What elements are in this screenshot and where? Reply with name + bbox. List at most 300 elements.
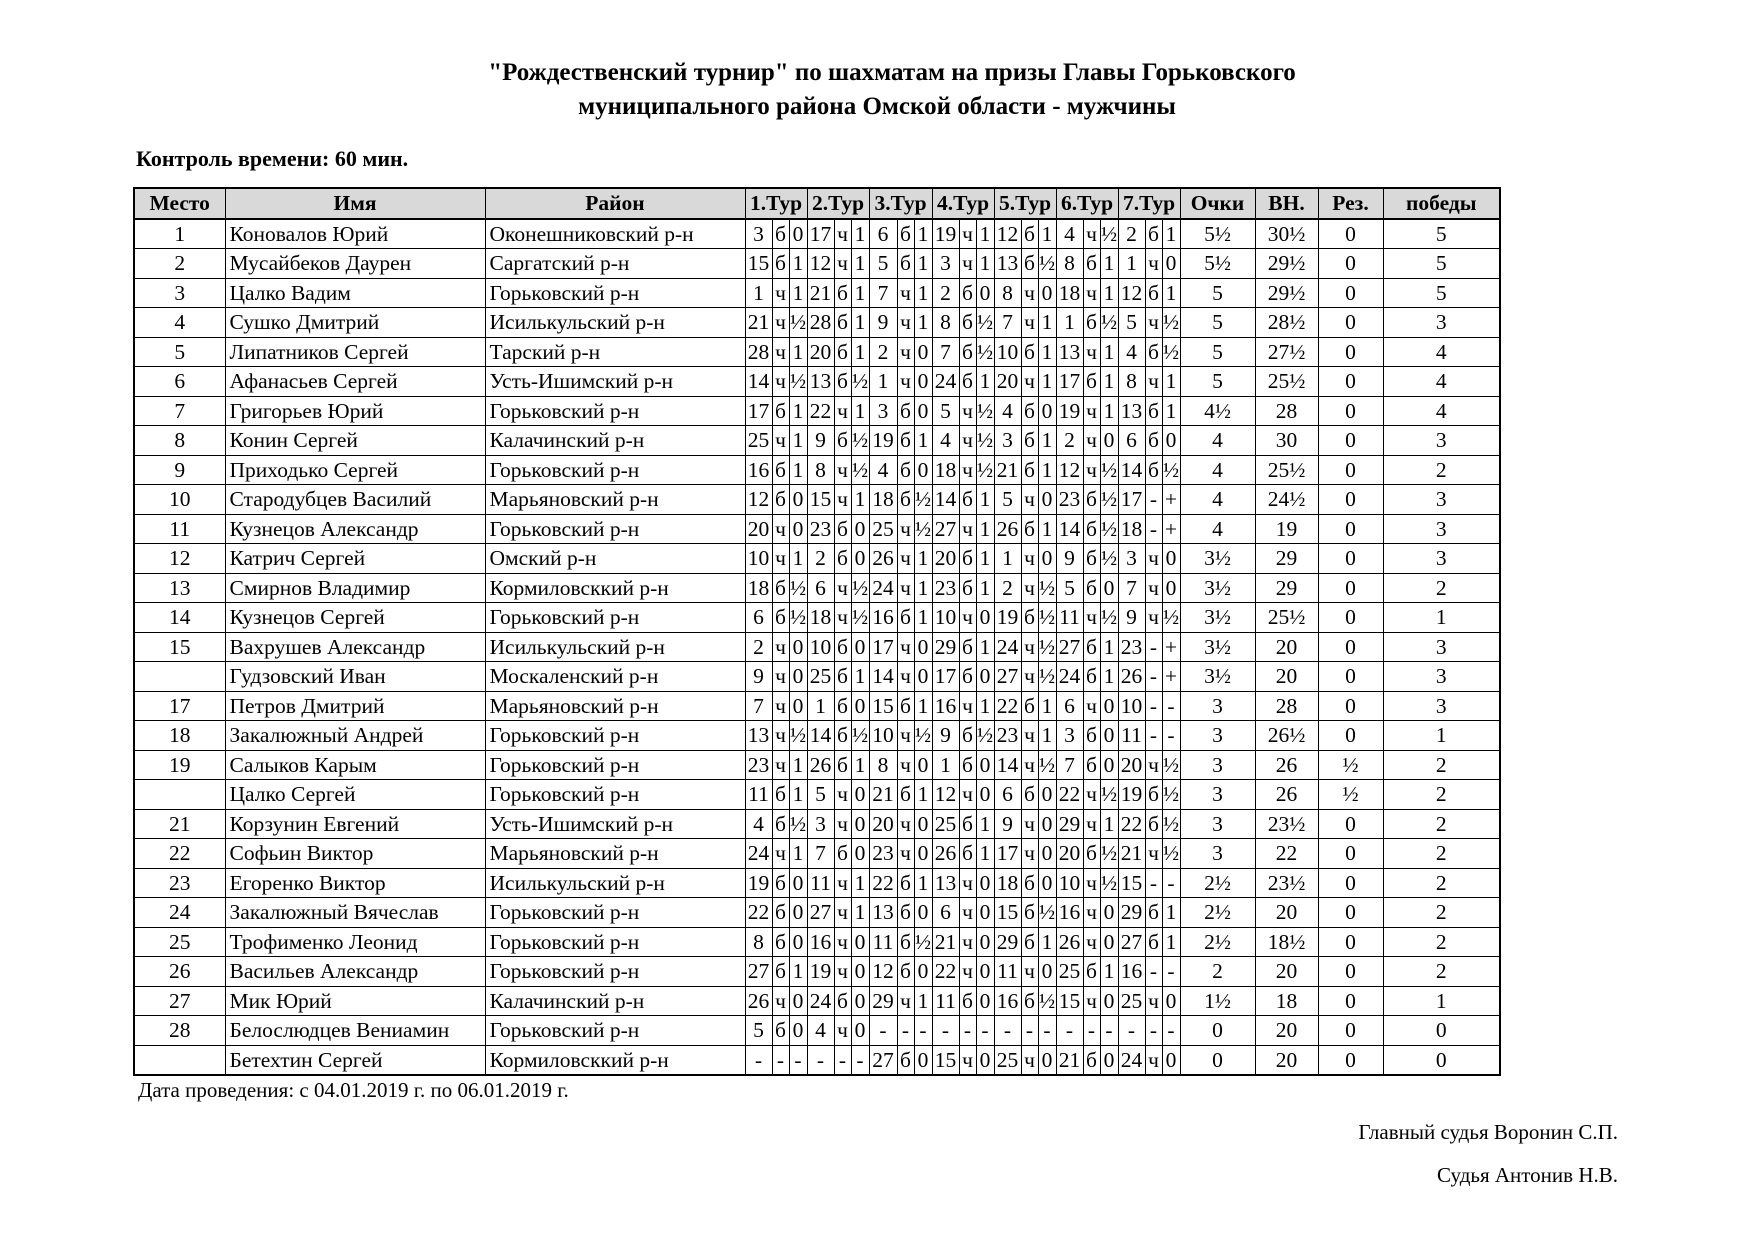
round-result-cell: 1 <box>1038 426 1056 456</box>
round-color-cell: ч <box>897 662 914 692</box>
round-result-cell: 0 <box>1162 1045 1180 1075</box>
round-result-cell: 0 <box>851 839 869 869</box>
round-opponent-cell: 12 <box>745 485 772 515</box>
vn-cell: 20 <box>1255 632 1318 662</box>
region-cell: Горьковский р-н <box>485 721 745 751</box>
round-opponent-cell: 7 <box>869 278 897 308</box>
round-opponent-cell: 14 <box>1056 514 1083 544</box>
place-cell: 12 <box>134 544 225 574</box>
round-opponent-cell: 6 <box>994 780 1021 810</box>
round-result-cell: + <box>1162 485 1180 515</box>
round-result-cell: 0 <box>789 662 807 692</box>
round-result-cell: 0 <box>914 1045 932 1075</box>
place-cell: 10 <box>134 485 225 515</box>
round-color-cell: ч <box>1145 249 1162 279</box>
round-color-cell: ч <box>1021 632 1038 662</box>
table-row <box>134 839 1500 869</box>
round-result-cell: - <box>789 1045 807 1075</box>
round-opponent-cell: 29 <box>869 986 897 1016</box>
round-opponent-cell: 6 <box>1056 691 1083 721</box>
document-title <box>0 56 1754 124</box>
round-opponent-cell: 6 <box>745 603 772 633</box>
round-opponent-cell: 9 <box>932 721 959 751</box>
round-color-cell: б <box>834 721 851 751</box>
round-result-cell: 1 <box>914 278 932 308</box>
points-cell: 5 <box>1180 278 1255 308</box>
round-color-cell: б <box>834 367 851 397</box>
round-color-cell: б <box>772 219 789 249</box>
round-opponent-cell: 22 <box>745 898 772 928</box>
rez-cell: 0 <box>1318 721 1383 751</box>
points-cell: 3 <box>1180 691 1255 721</box>
round-result-cell: 1 <box>1162 219 1180 249</box>
round-result-cell: ½ <box>789 809 807 839</box>
wins-cell: 4 <box>1383 396 1500 426</box>
round-result-cell: ½ <box>1038 898 1056 928</box>
vn-cell: 24½ <box>1255 485 1318 515</box>
round-result-cell: ½ <box>1100 485 1118 515</box>
round-color-cell: б <box>1083 573 1100 603</box>
round-result-cell: 1 <box>1038 455 1056 485</box>
round-result-cell: 0 <box>976 662 994 692</box>
round-color-cell: - <box>1021 1016 1038 1046</box>
place-cell: 7 <box>134 396 225 426</box>
round-opponent-cell: 15 <box>1118 868 1145 898</box>
vn-cell: 29½ <box>1255 249 1318 279</box>
vn-cell: 25½ <box>1255 367 1318 397</box>
round-opponent-cell: 2 <box>745 632 772 662</box>
header-vn: ВН. <box>1255 188 1318 219</box>
round-opponent-cell: 10 <box>807 632 834 662</box>
round-color-cell: б <box>772 868 789 898</box>
round-opponent-cell: 8 <box>1056 249 1083 279</box>
round-color-cell: ч <box>834 219 851 249</box>
time-control: Контроль времени: 60 мин. <box>136 146 409 171</box>
round-result-cell: 1 <box>1100 278 1118 308</box>
header-wins: победы <box>1383 188 1500 219</box>
table-row <box>134 986 1500 1016</box>
place-cell: 25 <box>134 927 225 957</box>
round-opponent-cell: 3 <box>994 426 1021 456</box>
player-name-cell: Кузнецов Сергей <box>225 603 485 633</box>
round-result-cell: 1 <box>1162 927 1180 957</box>
vn-cell: 29 <box>1255 544 1318 574</box>
vn-cell: 20 <box>1255 957 1318 987</box>
round-result-cell: 1 <box>976 249 994 279</box>
round-color-cell: б <box>834 514 851 544</box>
round-opponent-cell: 19 <box>994 603 1021 633</box>
round-color-cell: - <box>1145 514 1162 544</box>
round-opponent-cell: 8 <box>807 455 834 485</box>
player-name-cell: Вахрушев Александр <box>225 632 485 662</box>
round-color-cell: ч <box>1083 691 1100 721</box>
table-row <box>134 219 1500 249</box>
round-color-cell: б <box>897 927 914 957</box>
round-result-cell: ½ <box>851 573 869 603</box>
round-result-cell: 0 <box>1100 927 1118 957</box>
player-name-cell: Егоренко Виктор <box>225 868 485 898</box>
title-line-2: муниципального района Омской области - мужчины <box>578 93 1176 120</box>
round-result-cell: 0 <box>914 839 932 869</box>
round-result-cell: 1 <box>976 485 994 515</box>
wins-cell: 4 <box>1383 337 1500 367</box>
round-opponent-cell: 13 <box>1118 396 1145 426</box>
round-opponent-cell: 23 <box>994 721 1021 751</box>
round-color-cell: ч <box>897 514 914 544</box>
header-round-7: 7.Тур <box>1118 188 1180 219</box>
region-cell: Кормиловсккий р-н <box>485 573 745 603</box>
round-color-cell: ч <box>897 750 914 780</box>
vn-cell: 30½ <box>1255 219 1318 249</box>
round-opponent-cell: 17 <box>1118 485 1145 515</box>
round-opponent-cell: 9 <box>1056 544 1083 574</box>
round-result-cell: 0 <box>789 691 807 721</box>
round-opponent-cell: 18 <box>869 485 897 515</box>
place-cell: 2 <box>134 249 225 279</box>
round-color-cell: ч <box>897 632 914 662</box>
wins-cell: 2 <box>1383 957 1500 987</box>
round-color-cell: б <box>772 957 789 987</box>
round-result-cell: 0 <box>789 632 807 662</box>
round-result-cell: 1 <box>1162 367 1180 397</box>
round-opponent-cell: 18 <box>1118 514 1145 544</box>
rez-cell: 0 <box>1318 839 1383 869</box>
round-color-cell: ч <box>959 514 976 544</box>
round-color-cell: ч <box>959 780 976 810</box>
round-color-cell: б <box>897 868 914 898</box>
round-result-cell: 1 <box>789 426 807 456</box>
round-opponent-cell: 6 <box>807 573 834 603</box>
wins-cell: 1 <box>1383 603 1500 633</box>
round-opponent-cell: 20 <box>994 367 1021 397</box>
round-color-cell: ч <box>1145 986 1162 1016</box>
place-cell: 18 <box>134 721 225 751</box>
round-color-cell: б <box>897 780 914 810</box>
wins-cell: 5 <box>1383 278 1500 308</box>
round-opponent-cell: 4 <box>1056 219 1083 249</box>
wins-cell: 2 <box>1383 898 1500 928</box>
round-color-cell: б <box>1021 780 1038 810</box>
round-result-cell: - <box>1162 691 1180 721</box>
round-color-cell: ч <box>1021 662 1038 692</box>
round-color-cell: ч <box>1145 750 1162 780</box>
round-result-cell: 1 <box>789 957 807 987</box>
round-result-cell: 0 <box>976 868 994 898</box>
round-color-cell: ч <box>772 839 789 869</box>
round-result-cell: 0 <box>1100 721 1118 751</box>
round-result-cell: 0 <box>851 632 869 662</box>
rez-cell: 0 <box>1318 514 1383 544</box>
round-opponent-cell: 20 <box>745 514 772 544</box>
place-cell: 23 <box>134 868 225 898</box>
round-opponent-cell: 11 <box>1056 603 1083 633</box>
round-opponent-cell: 14 <box>1118 455 1145 485</box>
round-opponent-cell: 18 <box>932 455 959 485</box>
round-result-cell: ½ <box>1038 249 1056 279</box>
round-result-cell: 0 <box>789 514 807 544</box>
round-opponent-cell: 7 <box>807 839 834 869</box>
rez-cell: ½ <box>1318 750 1383 780</box>
round-opponent-cell: 4 <box>1118 337 1145 367</box>
round-color-cell: ч <box>897 308 914 338</box>
round-color-cell: ч <box>772 721 789 751</box>
round-opponent-cell: 15 <box>807 485 834 515</box>
round-color-cell: ч <box>1021 809 1038 839</box>
place-cell: 6 <box>134 367 225 397</box>
round-result-cell: 1 <box>976 514 994 544</box>
vn-cell: 28 <box>1255 396 1318 426</box>
round-color-cell: - <box>1145 632 1162 662</box>
region-cell: Горьковский р-н <box>485 1016 745 1046</box>
table-row <box>134 1045 1500 1075</box>
vn-cell: 23½ <box>1255 809 1318 839</box>
round-result-cell: 1 <box>914 573 932 603</box>
header-name: Имя <box>225 188 485 219</box>
round-result-cell: + <box>1162 662 1180 692</box>
round-opponent-cell: 4 <box>745 809 772 839</box>
round-result-cell: 1 <box>914 249 932 279</box>
round-opponent-cell: 15 <box>745 249 772 279</box>
round-result-cell: 1 <box>789 750 807 780</box>
round-opponent-cell: 16 <box>932 691 959 721</box>
place-cell: 21 <box>134 809 225 839</box>
title-line-1: "Рождественский турнир" по шахматам на призы Главы Горьковского <box>488 59 1296 86</box>
table-row <box>134 721 1500 751</box>
round-opponent-cell: 27 <box>994 662 1021 692</box>
round-opponent-cell: - <box>745 1045 772 1075</box>
player-name-cell: Конин Сергей <box>225 426 485 456</box>
round-opponent-cell: 19 <box>807 957 834 987</box>
rez-cell: 0 <box>1318 573 1383 603</box>
header-round-6: 6.Тур <box>1056 188 1118 219</box>
round-result-cell: ½ <box>1100 544 1118 574</box>
round-result-cell: 1 <box>1100 662 1118 692</box>
round-opponent-cell: 8 <box>745 927 772 957</box>
round-color-cell: ч <box>1083 898 1100 928</box>
round-opponent-cell: 12 <box>932 780 959 810</box>
round-opponent-cell: 10 <box>932 603 959 633</box>
round-opponent-cell: 20 <box>932 544 959 574</box>
round-opponent-cell: 25 <box>994 1045 1021 1075</box>
round-opponent-cell: 2 <box>869 337 897 367</box>
place-cell: 11 <box>134 514 225 544</box>
round-result-cell: 0 <box>789 927 807 957</box>
round-result-cell: ½ <box>976 721 994 751</box>
round-result-cell: 1 <box>789 249 807 279</box>
wins-cell: 3 <box>1383 544 1500 574</box>
round-result-cell: 1 <box>1100 632 1118 662</box>
round-opponent-cell: 21 <box>1118 839 1145 869</box>
round-opponent-cell: 9 <box>994 809 1021 839</box>
round-opponent-cell: 12 <box>1056 455 1083 485</box>
round-result-cell: ½ <box>851 426 869 456</box>
rez-cell: 0 <box>1318 868 1383 898</box>
round-opponent-cell: 21 <box>745 308 772 338</box>
chief-judge: Главный судья Воронин С.П. <box>1358 1120 1618 1144</box>
vn-cell: 25½ <box>1255 603 1318 633</box>
player-name-cell: Софьин Виктор <box>225 839 485 869</box>
round-opponent-cell: 12 <box>1118 278 1145 308</box>
table-row <box>134 485 1500 515</box>
player-name-cell: Коновалов Юрий <box>225 219 485 249</box>
wins-cell: 3 <box>1383 662 1500 692</box>
round-result-cell: 0 <box>1038 278 1056 308</box>
rez-cell: 0 <box>1318 1016 1383 1046</box>
round-opponent-cell: 19 <box>1056 396 1083 426</box>
wins-cell: 2 <box>1383 573 1500 603</box>
round-opponent-cell: 12 <box>869 957 897 987</box>
round-result-cell: - <box>1162 721 1180 751</box>
round-color-cell: б <box>1145 455 1162 485</box>
round-color-cell: б <box>772 809 789 839</box>
points-cell: 5½ <box>1180 219 1255 249</box>
region-cell: Марьяновский р-н <box>485 691 745 721</box>
round-result-cell: 0 <box>976 278 994 308</box>
table-header-row <box>134 188 1500 219</box>
round-color-cell: ч <box>959 957 976 987</box>
player-name-cell: Бетехтин Сергей <box>225 1045 485 1075</box>
rez-cell: 0 <box>1318 957 1383 987</box>
round-color-cell: б <box>959 721 976 751</box>
round-color-cell: б <box>834 839 851 869</box>
round-result-cell: - <box>1038 1016 1056 1046</box>
round-color-cell: ч <box>772 308 789 338</box>
round-result-cell: ½ <box>851 721 869 751</box>
round-opponent-cell: 11 <box>994 957 1021 987</box>
round-color-cell: - <box>1083 1016 1100 1046</box>
round-result-cell: ½ <box>851 603 869 633</box>
round-opponent-cell: 20 <box>1056 839 1083 869</box>
vn-cell: 20 <box>1255 662 1318 692</box>
points-cell: 5 <box>1180 308 1255 338</box>
region-cell: Омский р-н <box>485 544 745 574</box>
round-result-cell: 0 <box>1038 868 1056 898</box>
round-opponent-cell: 8 <box>994 278 1021 308</box>
round-result-cell: 1 <box>976 573 994 603</box>
round-color-cell: ч <box>834 396 851 426</box>
rez-cell: 0 <box>1318 278 1383 308</box>
header-round-2: 2.Тур <box>807 188 869 219</box>
wins-cell: 2 <box>1383 750 1500 780</box>
points-cell: 3 <box>1180 839 1255 869</box>
wins-cell: 2 <box>1383 927 1500 957</box>
round-color-cell: б <box>1021 455 1038 485</box>
round-opponent-cell: 29 <box>1056 809 1083 839</box>
round-color-cell: ч <box>959 455 976 485</box>
round-opponent-cell: 24 <box>807 986 834 1016</box>
round-color-cell: ч <box>1083 927 1100 957</box>
round-color-cell: - <box>1145 1016 1162 1046</box>
points-cell: 1½ <box>1180 986 1255 1016</box>
round-result-cell: ½ <box>976 308 994 338</box>
round-color-cell: ч <box>772 632 789 662</box>
round-result-cell: 1 <box>976 691 994 721</box>
place-cell: 1 <box>134 219 225 249</box>
table-row <box>134 337 1500 367</box>
player-name-cell: Мусайбеков Даурен <box>225 249 485 279</box>
table-row <box>134 426 1500 456</box>
rez-cell: 0 <box>1318 455 1383 485</box>
round-result-cell: 1 <box>851 337 869 367</box>
vn-cell: 25½ <box>1255 455 1318 485</box>
round-result-cell: ½ <box>1162 809 1180 839</box>
round-color-cell: - <box>1145 691 1162 721</box>
round-opponent-cell: 3 <box>745 219 772 249</box>
round-opponent-cell: 4 <box>807 1016 834 1046</box>
round-color-cell: б <box>959 367 976 397</box>
round-result-cell: - <box>851 1045 869 1075</box>
round-color-cell: б <box>1021 868 1038 898</box>
round-color-cell: б <box>959 337 976 367</box>
rez-cell: 0 <box>1318 898 1383 928</box>
rez-cell: 0 <box>1318 367 1383 397</box>
region-cell: Горьковский р-н <box>485 780 745 810</box>
rez-cell: 0 <box>1318 249 1383 279</box>
round-result-cell: 1 <box>1038 337 1056 367</box>
round-result-cell: 0 <box>1038 780 1056 810</box>
points-cell: 3 <box>1180 780 1255 810</box>
table-row <box>134 396 1500 426</box>
round-color-cell: б <box>1145 278 1162 308</box>
round-color-cell: б <box>834 337 851 367</box>
round-opponent-cell: 24 <box>1056 662 1083 692</box>
wins-cell: 2 <box>1383 780 1500 810</box>
round-color-cell: б <box>897 396 914 426</box>
round-result-cell: 1 <box>851 485 869 515</box>
round-result-cell: - <box>1162 868 1180 898</box>
points-cell: 4 <box>1180 485 1255 515</box>
round-color-cell: б <box>772 485 789 515</box>
round-color-cell: ч <box>834 1016 851 1046</box>
round-opponent-cell: 18 <box>745 573 772 603</box>
points-cell: 5 <box>1180 337 1255 367</box>
points-cell: 3½ <box>1180 603 1255 633</box>
table-row <box>134 809 1500 839</box>
round-result-cell: 1 <box>789 337 807 367</box>
vn-cell: 26 <box>1255 780 1318 810</box>
round-opponent-cell: 1 <box>1056 308 1083 338</box>
place-cell: 26 <box>134 957 225 987</box>
round-color-cell: ч <box>897 544 914 574</box>
round-opponent-cell: 3 <box>869 396 897 426</box>
round-opponent-cell: 11 <box>869 927 897 957</box>
round-opponent-cell: 5 <box>1118 308 1145 338</box>
player-name-cell: Гудзовский Иван <box>225 662 485 692</box>
region-cell: Усть-Ишимский р-н <box>485 809 745 839</box>
header-round-4: 4.Тур <box>932 188 994 219</box>
results-table <box>133 187 1501 1076</box>
round-color-cell: б <box>1021 514 1038 544</box>
round-color-cell: ч <box>834 573 851 603</box>
round-result-cell: 1 <box>1162 278 1180 308</box>
round-opponent-cell: 25 <box>869 514 897 544</box>
points-cell: 4 <box>1180 514 1255 544</box>
round-result-cell: ½ <box>1100 603 1118 633</box>
round-color-cell: б <box>1145 927 1162 957</box>
round-color-cell: б <box>1083 308 1100 338</box>
player-name-cell: Катрич Сергей <box>225 544 485 574</box>
points-cell: 0 <box>1180 1016 1255 1046</box>
round-color-cell: - <box>834 1045 851 1075</box>
table-row <box>134 662 1500 692</box>
player-name-cell: Сушко Дмитрий <box>225 308 485 338</box>
round-color-cell: б <box>959 278 976 308</box>
region-cell: Горьковский р-н <box>485 514 745 544</box>
table-row <box>134 308 1500 338</box>
round-color-cell: ч <box>959 426 976 456</box>
round-color-cell: ч <box>772 662 789 692</box>
round-result-cell: 1 <box>976 839 994 869</box>
